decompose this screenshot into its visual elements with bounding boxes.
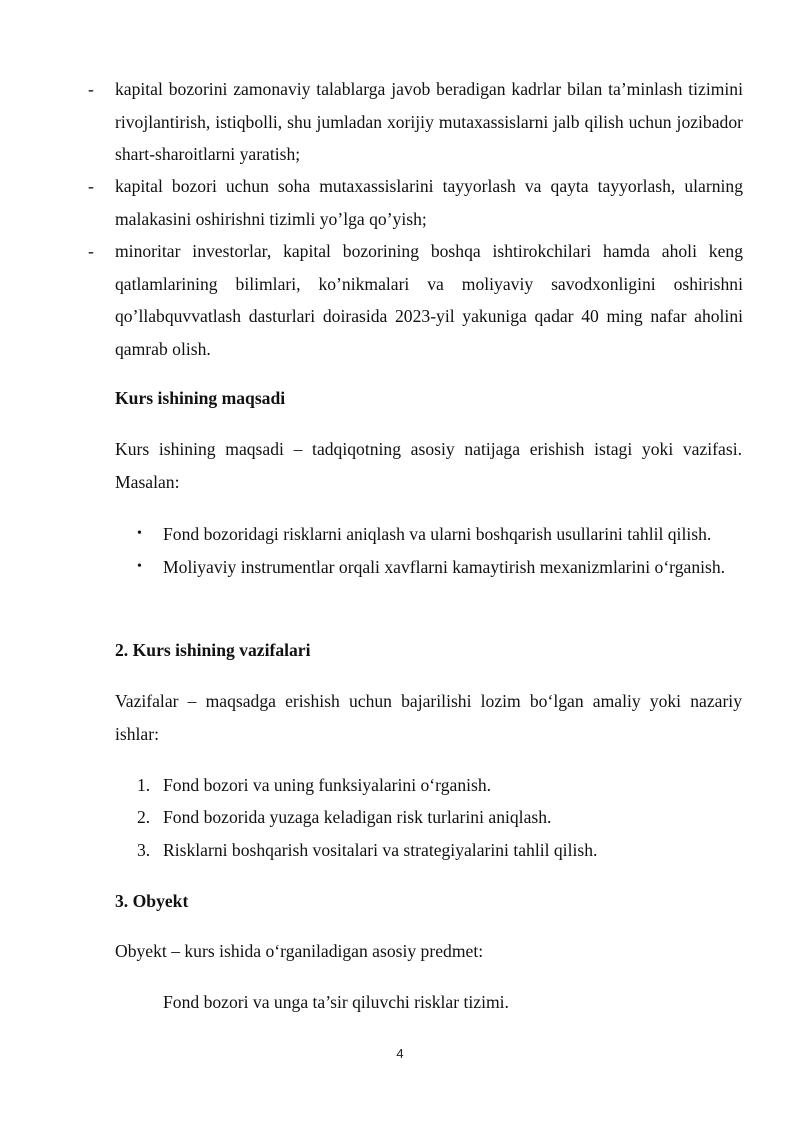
paragraph: Kurs ishining maqsadi – tadqiqotning asosiy natijaga erishish istagi yoki vazifasi. Masalan: [115,439,742,492]
list-item [115,801,742,834]
paragraph: Obyekt – kurs ishida o‘rganiladigan asosiy predmet: [115,941,484,961]
list-item [115,834,742,867]
list-item-text: Fond bozori va uning funksiyalarini o‘rganish. [163,775,492,795]
section-heading: Kurs ishining maqsadi [115,388,286,408]
list-item [88,73,743,171]
list-item-text: Fond bozorida yuzaga keladigan risk turlarini aniqlash. [163,807,552,827]
list-item [88,170,743,235]
list-item [115,551,742,584]
indented-paragraph: Fond bozori va unga ta’sir qiluvchi risklar tizimi. [163,992,509,1012]
list-item [88,235,743,365]
list-item-text: minoritar investorlar, kapital bozorining boshqa ishtirokchilari hamda aholi keng qatlamlarining bilimlari, ko’nikmalari va moliyaviy savodxonligini oshirishni qo’llabquvvatlash dasturlari doirasida 2023-yil yakuniga qadar 40 ming nafar aholini qamrab olish. [115,241,743,359]
bullet-marker: • [137,559,142,574]
number-marker: 2. [137,807,151,827]
bullet-marker: • [137,526,142,541]
dash-marker: - [88,79,94,99]
dash-marker: - [88,176,94,196]
list-item [115,518,742,551]
dash-marker: - [88,241,94,261]
paragraph: Vazifalar – maqsadga erishish uchun bajarilishi lozim bo‘lgan amaliy yoki nazariy ishlar: [115,691,742,744]
section-heading: 2. Kurs ishining vazifalari [115,640,311,660]
list-item-text: kapital bozorini zamonaviy talablarga javob beradigan kadrlar bilan ta’minlash tizimini rivojlantirish, istiqbolli, shu jumladan xorijiy mutaxassislarni jalb qilish uchun jozibador shart-sharoitlarni yaratish; [115,79,743,164]
page-number: 4 [396,1046,404,1061]
list-item [115,769,742,802]
list-item-text: Fond bozoridagi risklarni aniqlash va ularni boshqarish usullarini tahlil qilish. [163,524,712,544]
section-heading: 3. Obyekt [115,891,189,911]
number-marker: 3. [137,840,151,860]
number-marker: 1. [137,775,151,795]
list-item-text: kapital bozori uchun soha mutaxassislarini tayyorlash va qayta tayyorlash, ularning malakasini oshirishni tizimli yo’lga qo’yish; [115,176,743,229]
list-item-text: Risklarni boshqarish vositalari va strategiyalarini tahlil qilish. [163,840,598,860]
list-item-text: Moliyaviy instrumentlar orqali xavflarni kamaytirish mexanizmlarini o‘rganish. [163,557,726,577]
